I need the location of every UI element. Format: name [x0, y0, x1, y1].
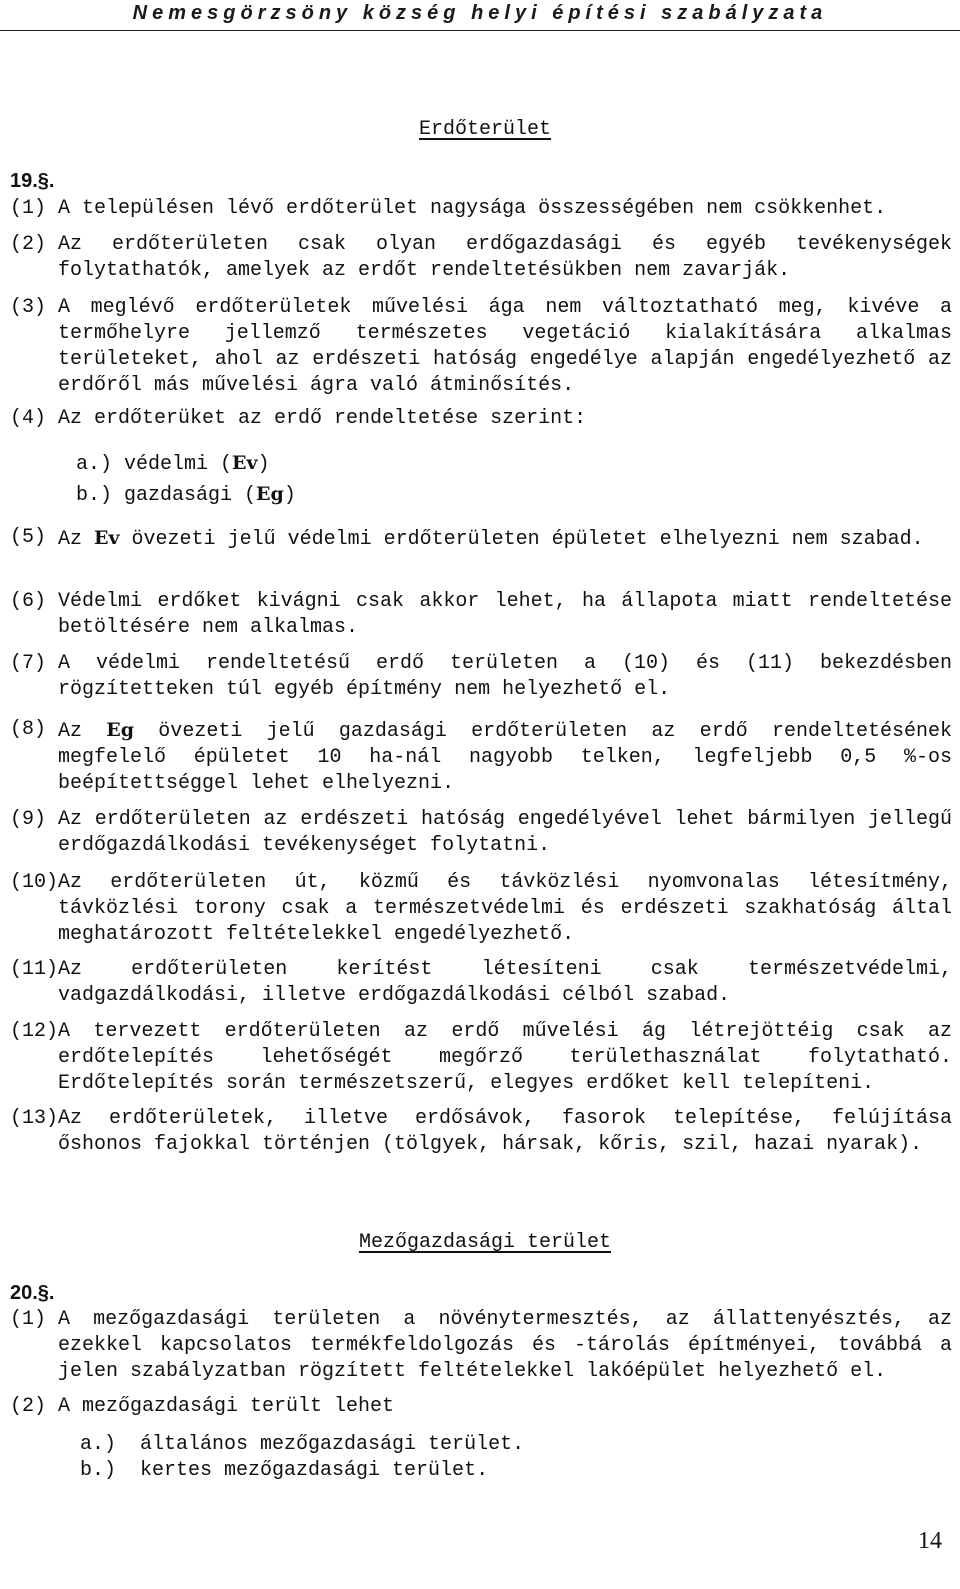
paragraph-19-2 [10, 232, 952, 284]
paragraph-text-part: Az [58, 720, 107, 743]
section-heading-erdoterulet: Erdőterület [418, 118, 552, 141]
list-item-text: ) [257, 453, 270, 476]
paragraph-text-part: övezeti jelű védelmi erdőterületen épületet elhelyezni nem szabad. [119, 528, 924, 551]
page-number: 14 [918, 1528, 942, 1554]
paragraph-20-1 [10, 1307, 952, 1385]
paragraph-number: (6) [10, 590, 47, 613]
paragraph-text-part: Az [58, 528, 95, 551]
paragraph-number: (4) [10, 407, 47, 430]
list-item-text: b.) gazdasági ( [76, 484, 257, 507]
paragraph-19-11 [10, 957, 952, 1009]
paragraph-text [58, 525, 952, 553]
paragraph-19-12 [10, 1019, 952, 1097]
paragraph-number: (5) [10, 526, 47, 549]
paragraph-19-10 [10, 870, 952, 948]
paragraph-text: A tervezett erdőterületen az erdő művelési ág létrejöttéig csak az erdőtelepítés lehetőségét megőrző területhasználat folytatható. Erdőtelepítés során természetszerű, elegyes erdőket kell telepíteni. [58, 1020, 952, 1095]
list-item-vedelmi [76, 450, 270, 478]
paragraph-20-2 [10, 1394, 952, 1420]
paragraph-text: Az erdőterületen út, közmű és távközlési nyomvonalas létesítmény, távközlési torony csak a természetvédelmi és erdészeti szakhatóság által meghatározott feltételekkel engedélyezhető. [58, 871, 952, 946]
list-item-kertes: b.) kertes mezőgazdasági terület. [80, 1459, 489, 1482]
paragraph-text: A meglévő erdőterületek művelési ága nem változtatható meg, kivéve a termőhelyre jellemző természetes vegetáció kialakítására alkalmas területeket, ahol az erdészeti hatóság engedélye alapján engedélyezhető az erdőről más művelési ágra való átminősítés. [58, 296, 952, 397]
paragraph-19-3 [10, 295, 952, 399]
paragraph-text: A mezőgazdasági területen a növénytermesztés, az állattenyésztés, az ezekkel kapcsolatos termékfeldolgozás és -tárolás építményei, továbbá a jelen szabályzatban rögzített feltételekkel lakóépület helyezhető el. [58, 1308, 952, 1383]
paragraph-text [58, 717, 952, 797]
paragraph-text: A mezőgazdasági terült lehet [58, 1395, 395, 1418]
paragraph-19-6 [10, 589, 952, 641]
paragraph-19-8 [10, 717, 952, 797]
paragraph-text: Az erdőterületen kerítést létesíteni csak természetvédelmi, vadgazdálkodási, illetve erdőgazdálkodási célból szabad. [58, 958, 952, 1007]
zone-code-ev: Ev [232, 452, 258, 474]
paragraph-number: (7) [10, 652, 47, 675]
paragraph-19-9 [10, 807, 952, 859]
paragraph-number: (12) [10, 1020, 59, 1043]
paragraph-19-7 [10, 651, 952, 703]
paragraph-text: A településen lévő erdőterület nagysága összességében nem csökkenhet. [58, 197, 887, 220]
paragraph-number: (11) [10, 958, 59, 981]
paragraph-number: (8) [10, 718, 47, 741]
paragraph-text: Az erdőterüket az erdő rendeltetése szerint: [58, 407, 587, 430]
paragraph-number: (13) [10, 1107, 59, 1130]
paragraph-19-4 [10, 406, 952, 432]
list-item-text: ) [283, 484, 296, 507]
zone-code-eg: Eg [256, 483, 284, 505]
paragraph-number: (9) [10, 808, 47, 831]
paragraph-number: (1) [10, 197, 47, 220]
header-rule [0, 30, 960, 31]
paragraph-number: (1) [10, 1308, 47, 1331]
paragraph-number: (2) [10, 1395, 47, 1418]
section-number-20: 20.§. [10, 1282, 55, 1304]
paragraph-19-1 [10, 196, 952, 222]
section-number-19: 19.§. [10, 170, 55, 192]
paragraph-text: A védelmi rendeltetésű erdő területen a (10) és (11) bekezdésben rögzítetteken túl egyéb építmény nem helyezhető el. [58, 652, 952, 701]
paragraph-text: Védelmi erdőket kivágni csak akkor lehet, ha állapota miatt rendeltetése betöltésére nem alkalmas. [58, 590, 952, 639]
paragraph-19-5 [10, 525, 952, 553]
paragraph-text: Az erdőterületen csak olyan erdőgazdasági és egyéb tevékenységek folytathatók, amelyek az erdőt rendeltetésükben nem zavarják. [58, 233, 952, 282]
section-heading-mezogazdasagi: Mezőgazdasági terület [358, 1231, 612, 1254]
paragraph-number: (2) [10, 233, 47, 256]
paragraph-text: Az erdőterületen az erdészeti hatóság engedélyével lehet bármilyen jellegű erdőgazdálkodási tevékenységet folytatni. [58, 808, 952, 857]
paragraph-number: (10) [10, 871, 59, 894]
paragraph-19-13 [10, 1106, 952, 1158]
paragraph-text-part: övezeti jelű gazdasági erdőterületen az erdő rendeltetésének megfelelő épületet 10 ha-nál nagyobb telken, legfeljebb 0,5 %-os beépítettséggel lehet elhelyezni. [58, 720, 952, 795]
zone-code-eg: Eg [106, 719, 135, 741]
list-item-gazdasagi [76, 481, 296, 509]
list-item-altalanos: a.) általános mezőgazdasági terület. [80, 1433, 525, 1456]
list-item-text: a.) védelmi ( [76, 453, 233, 476]
paragraph-text: Az erdőterületek, illetve erdősávok, fasorok telepítése, felújítása őshonos fajokkal történjen (tölgyek, hársak, kőris, szil, hazai nyarak). [58, 1107, 952, 1156]
document-header: Nemesgörzsöny község helyi építési szabályzata [132, 2, 828, 24]
zone-code-ev: Ev [94, 527, 120, 549]
paragraph-number: (3) [10, 296, 47, 319]
